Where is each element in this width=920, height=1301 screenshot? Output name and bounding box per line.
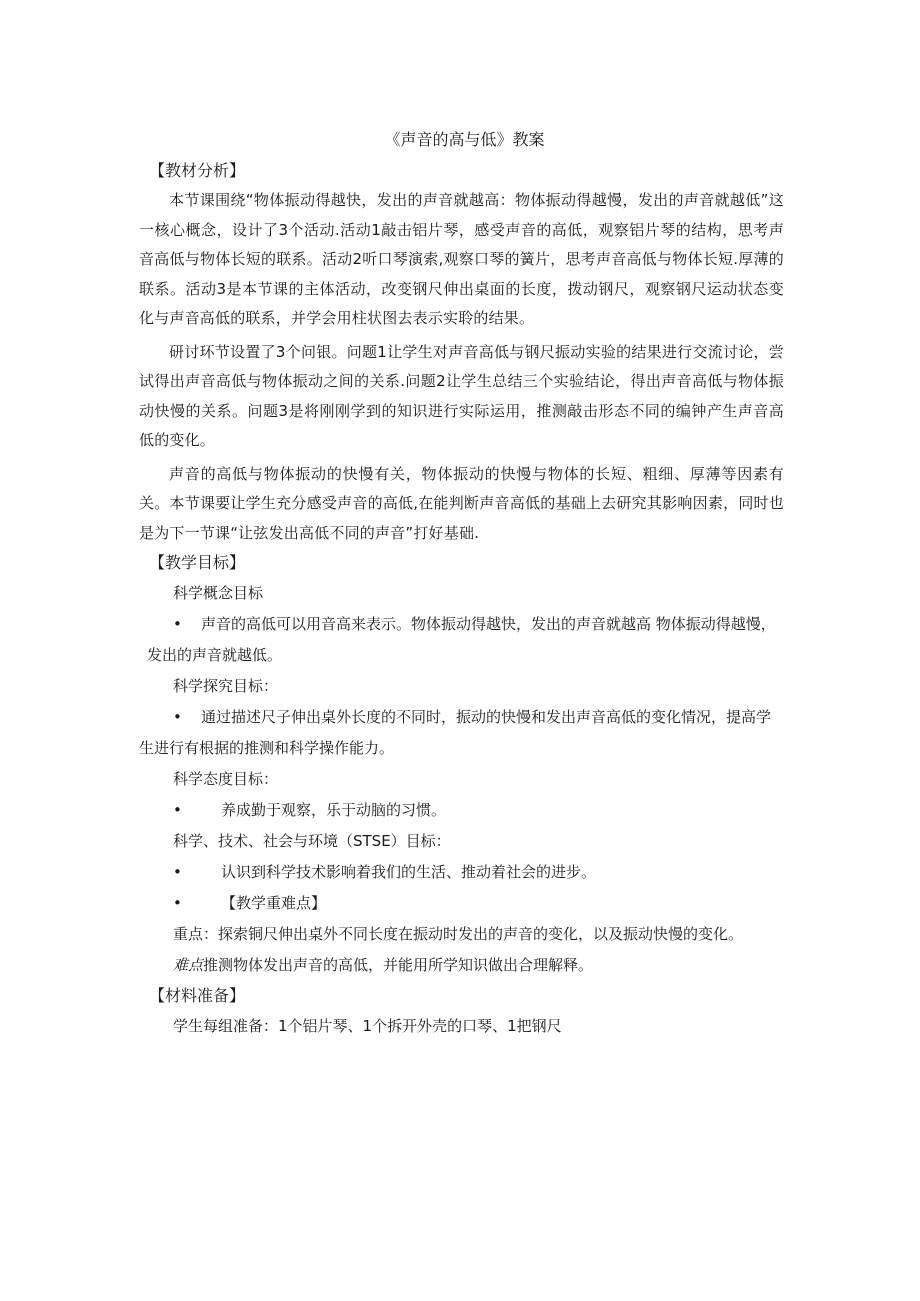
attitude-goal-text: 养成勤于观察，乐于动脑的习惯。 (221, 801, 447, 819)
inquiry-goal-line-2: 生进行有根据的推测和科学操作能力。 (139, 739, 395, 757)
key-points-heading: 【教学重难点】 (221, 894, 327, 912)
page-title: 《声音的高与低》教案 (384, 130, 545, 149)
key-points-heading-item (139, 888, 784, 919)
attitude-goal-label: 科学态度目标： (173, 770, 279, 788)
inquiry-goal-line-1: 通过描述尺子伸出桌外长度的不同时，振动的快慢和发出声音高低的变化情况，提高学 (201, 708, 772, 726)
key-point-text: 探索铜尺伸出桌外不同长度在振动时发出的声音的变化，以及振动快慢的变化。 (218, 925, 744, 943)
difficulty-text: 推测物体发出声音的高低，并能用所学知识做出合理解释。 (203, 956, 594, 974)
difficulty-point (139, 950, 784, 981)
heading-material-analysis: 【教材分析】 (149, 161, 246, 180)
stse-goal-text: 认识到科学技术影响着我们的生活、推动着社会的进步。 (221, 863, 597, 881)
materials-text: 学生每组准备：1个铝片琴、1个拆开外壳的口琴、1把钢尺 (173, 1017, 562, 1035)
stse-goal-label: 科学、技术、社会与环境（STSE）目标： (173, 832, 451, 850)
lesson-plan (139, 124, 784, 1042)
analysis-paragraph-3: 声音的高低与物体振动的快慢有关，物体振动的快慢与物体的长短、粗细、厚薄等因素有关。本节课要让学生充分感受声音的高低,在能判断声音高低的基础上去研究其影响因素，同时也是为下一节课“让弦发出高低不同的声音”打好基础. (139, 464, 784, 542)
concept-goal-line-1: 声音的高低可以用音高来表示。物体振动得越快，发出的声音就越高 物体振动得越慢， (201, 615, 776, 633)
concept-goal-item (139, 609, 784, 640)
inquiry-goal-label: 科学探究目标： (173, 677, 279, 695)
stse-goal-item (139, 857, 784, 888)
key-point-label: 重点： (173, 925, 219, 943)
inquiry-goal-item (139, 702, 784, 733)
bullet-icon: • (173, 708, 182, 726)
heading-materials: 【材料准备】 (149, 986, 246, 1005)
difficulty-label: 难点 (173, 956, 204, 974)
key-point (139, 919, 784, 950)
concept-goal-label: 科学概念目标 (173, 584, 264, 602)
bullet-icon: • (173, 863, 182, 881)
attitude-goal-item (139, 795, 784, 826)
analysis-paragraph-2: 研讨环节设置了3个问银。问题1让学生对声音高低与钢尺振动实验的结果进行交流讨论，尝试得出声音高低与物体振动之间的关系.问题2让学生总结三个实验结论，得出声音高低与物体振动快慢的关系。问题3是将刚刚学到的知识进行实际运用，推测敲击形态不同的编钟产生声音高低的变化。 (139, 342, 784, 449)
heading-teaching-goals: 【教学目标】 (149, 553, 246, 572)
analysis-paragraph-1: 本节课围绕“物体振动得越快，发出的声音就越高：物体振动得越慢，发出的声音就越低”这一核心概念，设计了3个活动.活动1敲击铝片琴，感受声音的高低，观察铝片琴的结构，思考声音高低与物体长短的联系。活动2听口琴演索,观察口琴的簧片，思考声音高低与物体长短.厚薄的联系。活动3是本节课的主体活动，改变钢尺伸出桌面的长度，拨动钢尺，观察钢尺运动状态变化与声音高低的联系，并学会用柱状图去表示实聆的结果。 (139, 191, 784, 327)
bullet-icon: • (173, 894, 182, 912)
bullet-icon: • (173, 801, 182, 819)
bullet-icon: • (173, 615, 182, 633)
concept-goal-line-2: 发出的声音就越低。 (147, 646, 283, 664)
